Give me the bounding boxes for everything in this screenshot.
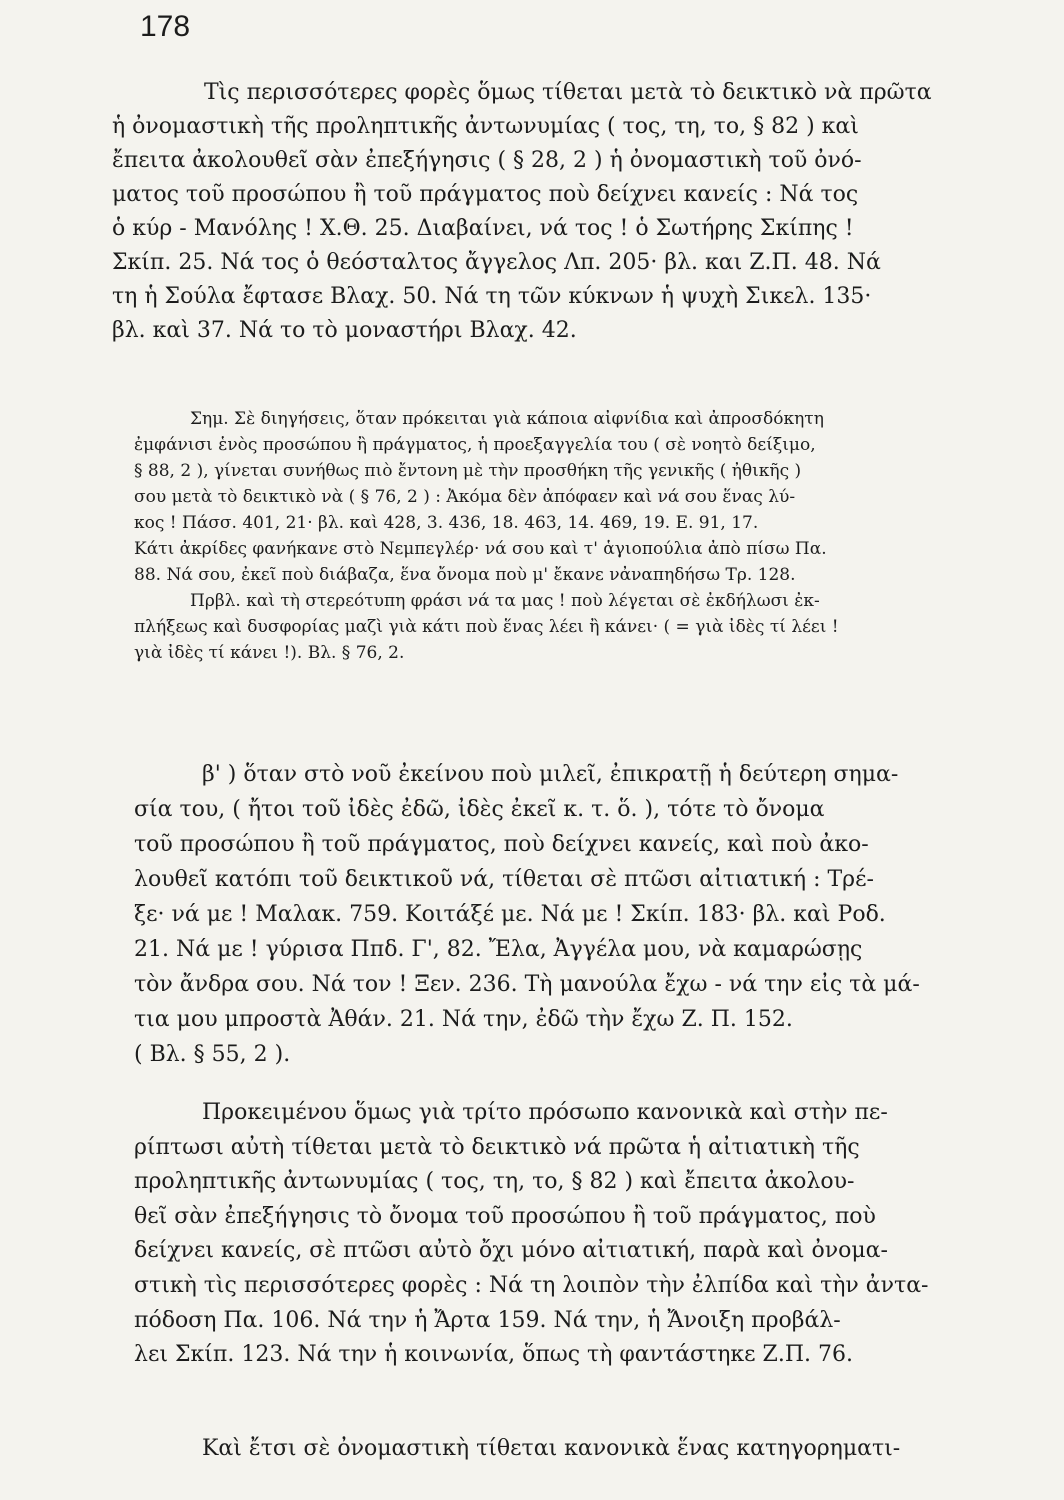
note-line: Πρβλ. καὶ τὴ στερεότυπη φράσι νά τα μας ! ποὺ λέγεται σὲ ἐκδήλωσι ἐκ- <box>190 591 820 611</box>
paragraph-2 <box>112 757 1036 1072</box>
text-line: τὸν ἄνδρα σου. Νά τον ! Ξεν. 236. Τὴ μανούλα ἔχω - νά την εἰς τὰ μά- <box>134 972 920 997</box>
note-line: σου μετὰ τὸ δεικτικὸ νὰ ( § 76, 2 ) : Ἀκόμα δὲν ἀπόφαεν καὶ νά σου ἕνας λύ- <box>134 487 796 507</box>
text-line: Προκειμένου ὅμως γιὰ τρίτο πρόσωπο κανονικὰ καὶ στὴν πε- <box>202 1100 888 1125</box>
paragraph-1 <box>112 76 1036 348</box>
text-line: ρίπτωσι αὐτὴ τίθεται μετὰ τὸ δεικτικὸ νά πρῶτα ἡ αἰτιατικὴ τῆς <box>134 1134 860 1160</box>
text-line: ἔπειτα ἀκολουθεῖ σὰν ἐπεξήγησις ( § 28, 2 ) ἡ ὀνομαστικὴ τοῦ ὀνό- <box>112 148 862 173</box>
paragraph-3 <box>112 1096 1036 1373</box>
page-number: 178 <box>140 10 191 43</box>
note-line: κος ! Πάσσ. 401, 21· βλ. καὶ 428, 3. 436, 18. 463, 14. 469, 19. Ε. 91, 17. <box>134 513 759 533</box>
text-line: ὁ κύρ - Μανόλης ! Χ.Θ. 25. Διαβαίνει, νά τος ! ὁ Σωτήρης Σκίπης ! <box>112 216 854 241</box>
text-line: τη ἡ Σούλα ἔφτασε Βλαχ. 50. Νά τη τῶν κύκνων ἡ ψυχὴ Σικελ. 135· <box>112 284 872 309</box>
note-line: Σημ. Σὲ διηγήσεις, ὅταν πρόκειται γιὰ κάποια αἰφνίδια καὶ ἀπροσδόκητη <box>190 409 824 429</box>
text-line: Καὶ ἔτσι σὲ ὀνομαστικὴ τίθεται κανονικὰ ἕνας κατηγορηματι- <box>202 1436 901 1461</box>
text-line: δείχνει κανείς, σὲ πτῶσι αὐτὸ ὄχι μόνο αἰτιατική, παρὰ καὶ ὀνομα- <box>134 1238 888 1264</box>
text-line: σία του, ( ἤτοι τοῦ ἰδὲς ἐδῶ, ἰδὲς ἐκεῖ κ. τ. ὅ. ), τότε τὸ ὄνομα <box>134 797 825 822</box>
text-line: λει Σκίπ. 123. Νά την ἡ κοινωνία, ὅπως τὴ φαντάστηκε Ζ.Π. 76. <box>134 1342 853 1368</box>
note-line: ἐμφάνισι ἑνὸς προσώπου ἢ πράγματος, ἡ προεξαγγελία του ( σὲ νοητὸ δείξιμο, <box>134 435 816 455</box>
note-line: Κάτι ἀκρίδες φανήκανε στὸ Νεμπεγλέρ· νά σου καὶ τ' ἁγιοπούλια ἀπὸ πίσω Πα. <box>134 539 827 559</box>
note-section <box>112 406 1036 666</box>
note-line: πλήξεως καὶ δυσφορίας μαζὶ γιὰ κάτι ποὺ ἕνας λέει ἢ κάνει· ( = γιὰ ἰδὲς τί λέει ! <box>134 617 839 637</box>
paragraph-4 <box>112 1432 1036 1466</box>
text-line: ( Βλ. § 55, 2 ). <box>134 1042 291 1067</box>
text-line: β' ) ὅταν στὸ νοῦ ἐκείνου ποὺ μιλεῖ, ἐπικρατῇ ἡ δεύτερη σημα- <box>202 762 899 787</box>
text-line: ματος τοῦ προσώπου ἢ τοῦ πράγματος ποὺ δείχνει κανείς : Νά τος <box>112 182 859 207</box>
text-line: Σκίπ. 25. Νά τος ὁ θεόσταλτος ἄγγελος Λπ. 205· βλ. και Ζ.Π. 48. Νά <box>112 250 881 275</box>
text-line: λουθεῖ κατόπι τοῦ δεικτικοῦ νά, τίθεται σὲ πτῶσι αἰτιατική : Τρέ- <box>134 867 874 892</box>
text-line: στικὴ τὶς περισσότερες φορὲς : Νά τη λοιπὸν τὴν ἐλπίδα καὶ τὴν ἀντα- <box>134 1272 929 1298</box>
text-line: Τὶς περισσότερες φορὲς ὅμως τίθεται μετὰ τὸ δεικτικὸ νὰ πρῶτα <box>204 80 932 105</box>
text-line: 21. Νά με ! γύρισα Ππδ. Γ', 82. Ἔλα, Ἀγγέλα μου, νὰ καμαρώσῃς <box>134 937 863 962</box>
text-line: ξε· νά με ! Μαλακ. 759. Κοιτάξέ με. Νά με ! Σκίπ. 183· βλ. καὶ Ροδ. <box>134 902 886 927</box>
text-line: θεῖ σὰν ἐπεξήγησις τὸ ὄνομα τοῦ προσώπου ἢ τοῦ πράγματος, ποὺ <box>134 1203 876 1229</box>
text-line: τια μου μπροστὰ Ἀθάν. 21. Νά την, ἐδῶ τὴν ἔχω Ζ. Π. 152. <box>134 1007 793 1032</box>
text-line: τοῦ προσώπου ἢ τοῦ πράγματος, ποὺ δείχνει κανείς, καὶ ποὺ ἀκο- <box>134 832 869 857</box>
text-line: πόδοση Πα. 106. Νά την ἡ Ἄρτα 159. Νά την, ἡ Ἄνοιξη προβάλ- <box>134 1307 841 1333</box>
text-line: προληπτικῆς ἀντωνυμίας ( τος, τη, το, § 82 ) καὶ ἔπειτα ἀκολου- <box>134 1169 855 1195</box>
text-line: βλ. καὶ 37. Νά το τὸ μοναστήρι Βλαχ. 42. <box>112 318 577 343</box>
note-line: γιὰ ἰδὲς τί κάνει !). Βλ. § 76, 2. <box>134 643 405 663</box>
note-line: § 88, 2 ), γίνεται συνήθως πιὸ ἔντονη μὲ τὴν προσθήκη τῆς γενικῆς ( ἠθικῆς ) <box>134 461 802 481</box>
note-line: 88. Νά σου, ἐκεῖ ποὺ διάβαζα, ἕνα ὄνομα ποὺ μ' ἔκανε νἀναπηδήσω Τρ. 128. <box>134 565 796 585</box>
text-line: ἡ ὀνομαστικὴ τῆς προληπτικῆς ἀντωνυμίας ( τος, τη, το, § 82 ) καὶ <box>112 114 859 139</box>
